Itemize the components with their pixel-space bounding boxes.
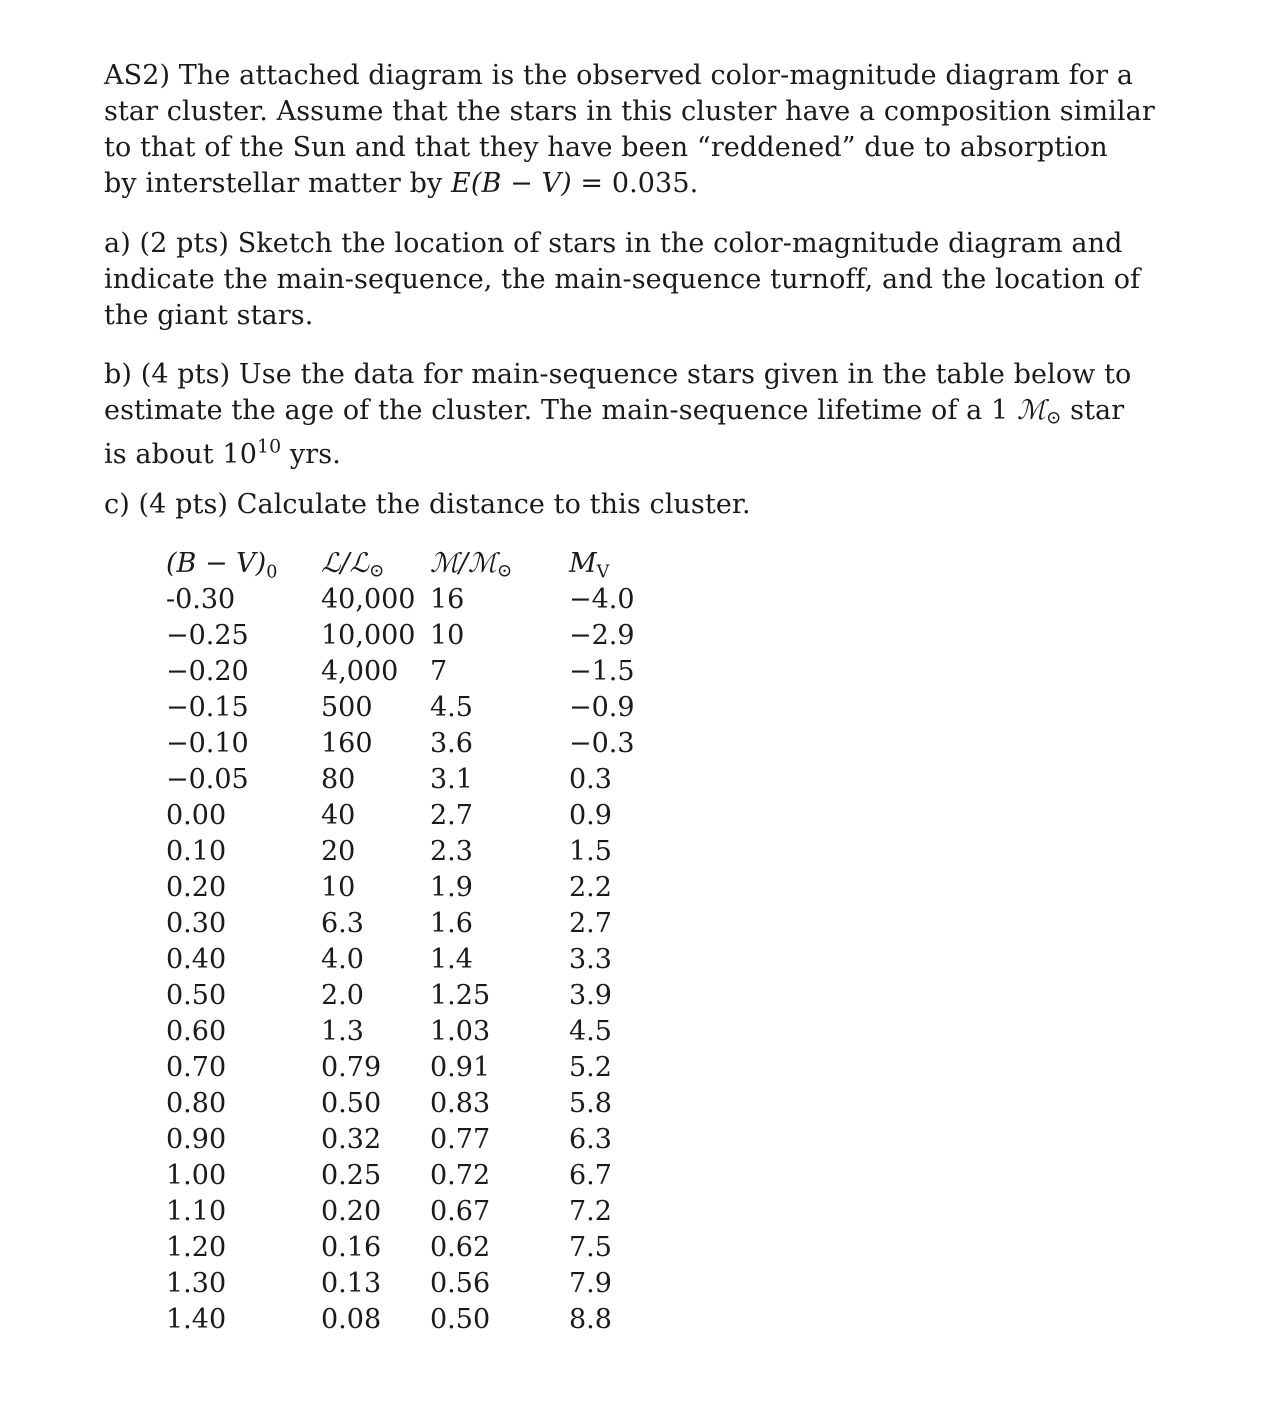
cell-abs-magnitude: −0.3 bbox=[569, 728, 635, 759]
cell-mass: 0.83 bbox=[430, 1088, 491, 1119]
part-b-line bbox=[104, 437, 1094, 473]
cell-luminosity: 40 bbox=[321, 800, 356, 831]
cell-luminosity: 6.3 bbox=[321, 908, 364, 939]
cell-abs-magnitude: 3.9 bbox=[569, 980, 612, 1011]
cell-color-index: −0.25 bbox=[166, 620, 249, 651]
cell-mass: 1.25 bbox=[430, 980, 491, 1011]
cell-color-index: 1.10 bbox=[166, 1196, 227, 1227]
intro-last-line bbox=[104, 166, 1094, 202]
cell-mass: 10 bbox=[430, 620, 465, 651]
solar-mass-symbol: ℳ bbox=[1016, 395, 1046, 426]
cell-mass: 0.50 bbox=[430, 1304, 491, 1335]
cell-color-index: 0.00 bbox=[166, 800, 227, 831]
cell-abs-magnitude: 2.7 bbox=[569, 908, 612, 939]
cell-mass: 0.77 bbox=[430, 1124, 491, 1155]
cell-color-index: 0.10 bbox=[166, 836, 227, 867]
cell-color-index: 0.20 bbox=[166, 872, 227, 903]
cell-luminosity: 0.25 bbox=[321, 1160, 382, 1191]
problem-intro bbox=[104, 58, 1155, 202]
cell-mass: 0.72 bbox=[430, 1160, 491, 1191]
part-c bbox=[104, 487, 1094, 523]
cell-color-index: 1.40 bbox=[166, 1304, 227, 1335]
part-b-line2-prefix: estimate the age of the cluster. The main-sequence lifetime of a 1 bbox=[104, 395, 1017, 426]
cell-luminosity: 160 bbox=[321, 728, 373, 759]
cell-color-index: -0.30 bbox=[166, 584, 236, 615]
cell-mass: 2.7 bbox=[430, 800, 473, 831]
cell-abs-magnitude: 7.9 bbox=[569, 1268, 612, 1299]
part-b-line bbox=[104, 393, 1125, 437]
part-a-line: a) (2 pts) Sketch the location of stars in the color-magnitude diagram and bbox=[104, 228, 1123, 259]
cell-color-index: −0.10 bbox=[166, 728, 249, 759]
intro-line: star cluster. Assume that the stars in this cluster have a composition similar bbox=[104, 96, 1155, 127]
cell-abs-magnitude: 0.9 bbox=[569, 800, 612, 831]
part-a-line: indicate the main-sequence, the main-sequence turnoff, and the location of bbox=[104, 264, 1141, 295]
part-b-line: b) (4 pts) Use the data for main-sequence stars given in the table below to bbox=[104, 359, 1132, 390]
cell-mass: 1.9 bbox=[430, 872, 473, 903]
cell-luminosity: 0.32 bbox=[321, 1124, 382, 1155]
cell-luminosity: 2.0 bbox=[321, 980, 364, 1011]
cell-luminosity: 0.16 bbox=[321, 1232, 382, 1263]
cell-color-index: 1.30 bbox=[166, 1268, 227, 1299]
cell-abs-magnitude: 7.2 bbox=[569, 1196, 612, 1227]
cell-mass: 1.03 bbox=[430, 1016, 491, 1047]
cell-abs-magnitude: 5.2 bbox=[569, 1052, 612, 1083]
cell-luminosity: 10,000 bbox=[321, 620, 416, 651]
part-c-line: c) (4 pts) Calculate the distance to this cluster. bbox=[104, 489, 751, 520]
cell-abs-magnitude: 5.8 bbox=[569, 1088, 612, 1119]
header-color-index: $(B - V)_0$ bbox=[166, 548, 278, 583]
cell-mass: 3.6 bbox=[430, 728, 473, 759]
cell-luminosity: 500 bbox=[321, 692, 373, 723]
cell-luminosity: 4,000 bbox=[321, 656, 399, 687]
cell-abs-magnitude: −2.9 bbox=[569, 620, 635, 651]
cell-abs-magnitude: −0.9 bbox=[569, 692, 635, 723]
header-abs-magnitude: $M_V$ bbox=[569, 548, 610, 583]
part-b-line2-suffix: star bbox=[1061, 395, 1125, 426]
cell-color-index: −0.05 bbox=[166, 764, 249, 795]
cell-luminosity: 0.13 bbox=[321, 1268, 382, 1299]
cell-mass: 16 bbox=[430, 584, 465, 615]
part-b-line3-prefix: is about 10 bbox=[104, 438, 257, 470]
cell-color-index: 1.00 bbox=[166, 1160, 227, 1191]
cell-luminosity: 0.08 bbox=[321, 1304, 382, 1335]
reddening-expression: E(B − V) bbox=[451, 168, 572, 199]
cell-luminosity: 0.20 bbox=[321, 1196, 382, 1227]
cell-luminosity: 20 bbox=[321, 836, 356, 867]
cell-abs-magnitude: −1.5 bbox=[569, 656, 635, 687]
intro-last-suffix: = 0.035. bbox=[571, 168, 699, 199]
part-a bbox=[104, 226, 1141, 334]
cell-abs-magnitude: −4.0 bbox=[569, 584, 635, 615]
cell-abs-magnitude: 2.2 bbox=[569, 872, 612, 903]
intro-line: to that of the Sun and that they have been “reddened” due to absorption bbox=[104, 132, 1108, 163]
cell-luminosity: 4.0 bbox=[321, 944, 364, 975]
cell-abs-magnitude: 1.5 bbox=[569, 836, 612, 867]
cell-color-index: 0.40 bbox=[166, 944, 227, 975]
cell-color-index: 0.30 bbox=[166, 908, 227, 939]
header-mass: ℳ/ℳ⊙ bbox=[430, 548, 513, 582]
cell-luminosity: 0.50 bbox=[321, 1088, 382, 1119]
cell-luminosity: 0.79 bbox=[321, 1052, 382, 1083]
cell-color-index: 0.90 bbox=[166, 1124, 227, 1155]
cell-luminosity: 1.3 bbox=[321, 1016, 364, 1047]
intro-last-prefix: by interstellar matter by bbox=[104, 168, 452, 199]
cell-color-index: 0.50 bbox=[166, 980, 227, 1011]
cell-abs-magnitude: 0.3 bbox=[569, 764, 612, 795]
cell-mass: 4.5 bbox=[430, 692, 473, 723]
cell-mass: 0.62 bbox=[430, 1232, 491, 1263]
cell-mass: 0.91 bbox=[430, 1052, 491, 1083]
cell-mass: 0.67 bbox=[430, 1196, 491, 1227]
cell-mass: 2.3 bbox=[430, 836, 473, 867]
part-b-line3-suffix: yrs. bbox=[281, 438, 341, 470]
cell-luminosity: 10 bbox=[321, 872, 356, 903]
sun-symbol: ⊙ bbox=[1045, 407, 1062, 429]
cell-color-index: 0.80 bbox=[166, 1088, 227, 1119]
cell-luminosity: 40,000 bbox=[321, 584, 416, 615]
cell-abs-magnitude: 6.7 bbox=[569, 1160, 612, 1191]
part-b bbox=[104, 357, 1132, 473]
cell-color-index: 0.70 bbox=[166, 1052, 227, 1083]
part-a-line: the giant stars. bbox=[104, 300, 314, 331]
cell-color-index: 0.60 bbox=[166, 1016, 227, 1047]
cell-mass: 1.4 bbox=[430, 944, 473, 975]
cell-luminosity: 80 bbox=[321, 764, 356, 795]
cell-abs-magnitude: 7.5 bbox=[569, 1232, 612, 1263]
exponent: 10 bbox=[257, 435, 282, 458]
cell-mass: 0.56 bbox=[430, 1268, 491, 1299]
cell-color-index: −0.20 bbox=[166, 656, 249, 687]
cell-color-index: −0.15 bbox=[166, 692, 249, 723]
cell-mass: 1.6 bbox=[430, 908, 473, 939]
cell-mass: 7 bbox=[430, 656, 448, 687]
header-luminosity: ℒ/ℒ⊙ bbox=[321, 548, 385, 582]
cell-abs-magnitude: 6.3 bbox=[569, 1124, 612, 1155]
cell-mass: 3.1 bbox=[430, 764, 473, 795]
cell-abs-magnitude: 8.8 bbox=[569, 1304, 612, 1335]
intro-line: AS2) The attached diagram is the observed color-magnitude diagram for a bbox=[104, 60, 1134, 91]
cell-abs-magnitude: 3.3 bbox=[569, 944, 612, 975]
cell-color-index: 1.20 bbox=[166, 1232, 227, 1263]
cell-abs-magnitude: 4.5 bbox=[569, 1016, 612, 1047]
